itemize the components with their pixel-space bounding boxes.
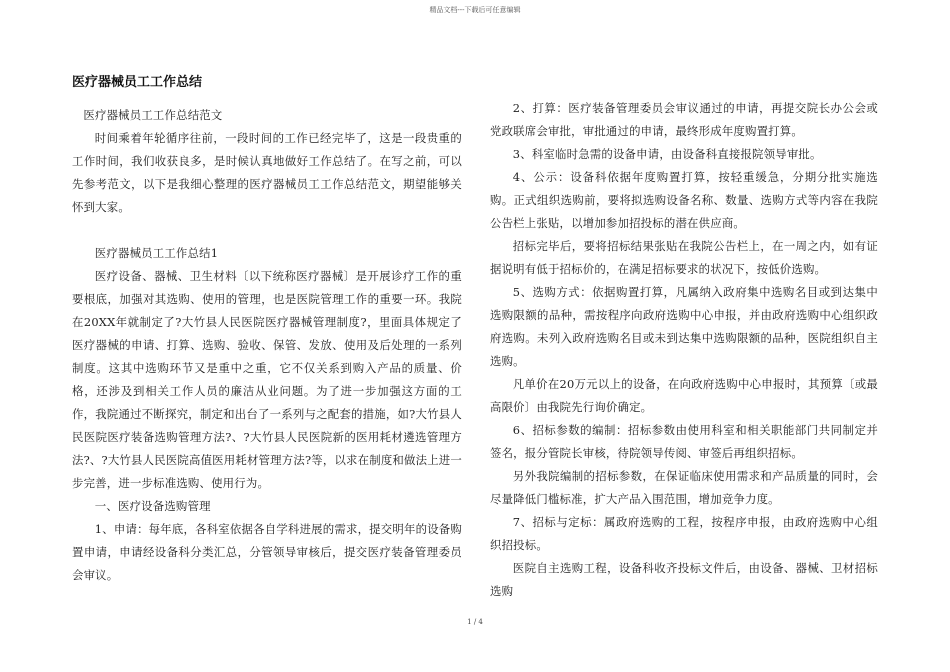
section-heading-equipment: 一、医疗设备选购管理 <box>94 499 211 513</box>
left-column <box>72 73 462 587</box>
body-paragraph: 1、申请：每年底，各科室依据各自学科进展的需求，提交明年的设备购置申请，申请经设备科分类汇总，分管领导审核后，提交医疗装备管理委员会审议。 <box>72 522 462 582</box>
body-paragraph: 4、公示：设备科依据年度购置打算，按轻重缓急，分期分批实施选购。正式组织选购前，要将拟选购设备名称、数量、选购方式等内容在我院公告栏上张贴，以增加参加招投标的潜在供应商。 <box>490 170 878 230</box>
body-paragraph: 凡单价在20万元以上的设备，在向政府选购中心申报时，其预算〔或最高限价〕由我院先行询价确定。 <box>490 377 878 414</box>
section-heading-summary-1: 医疗器械员工工作总结1 <box>94 246 219 260</box>
body-paragraph: 医疗设备、器械、卫生材料〔以下统称医疗器械〕是开展诊疗工作的重要根底，加强对其选购、使用的管理，也是医院管理工作的重要一环。我院在20XX年就制定了?大竹县人民医院医疗器械管理制度?，里面具体规定了医疗器械的申请、打算、选购、验收、保管、发放、使用及后处理的一系列制度。这其中选购环节又是重中之重，它不仅关系到购入产品的质量、价格，还涉及到相关工作人员的廉洁从业问题。为了进一步加强这方面的工作，我院通过不断探究，制定和出台了一系列与之配套的措施，如?大竹县人民医院医疗装备选购管理方法?、?大竹县人民医院新的医用耗材遴选管理方法?、?大竹县人民医院高值医用耗材管理方法?等，以求在制度和做法上进一步完善，进一步标准选购、使用行为。 <box>72 269 462 490</box>
right-column <box>490 97 878 603</box>
body-paragraph: 6、招标参数的编制：招标参数由使用科室和相关职能部门共同制定并签名，报分管院长审核，待院领导传阅、审签后再组织招标。 <box>490 423 878 460</box>
body-paragraph: 5、选购方式：依据购置打算，凡属纳入政府集中选购名目或到达集中选购限额的品种，需按程序向政府选购中心申报，并由政府选购中心组织政府选购。未列入政府选购名目或未到达集中选购限额的品种，医院组织自主选购。 <box>490 285 878 368</box>
body-paragraph: 7、招标与定标：属政府选购的工程，按程序申报，由政府选购中心组织招投标。 <box>490 515 878 552</box>
body-paragraph: 医院自主选购工程，设备科收齐投标文件后，由设备、器械、卫材招标选购 <box>490 561 878 598</box>
body-paragraph: 另外我院编制的招标参数，在保证临床使用需求和产品质量的同时，会尽量降低门槛标准，扩大产品入围范围，增加竞争力度。 <box>490 469 878 506</box>
page-number: 1 / 4 <box>467 618 483 626</box>
body-paragraph: 3、科室临时急需的设备申请，由设备科直接报院领导审批。 <box>512 147 822 161</box>
document-title: 医疗器械员工工作总结 <box>72 75 203 90</box>
header-note: 精品文档---下载后可任意编辑 <box>429 6 521 14</box>
intro-paragraph: 时间乘着年轮循序往前，一段时间的工作已经完毕了，这是一段贵重的工作时间，我们收获良多，是时候认真地做好工作总结了。在写之前，可以先参考范文，以下是我细心整理的医疗器械员工工作总结范文，期望能够关怀到大家。 <box>72 131 462 214</box>
body-paragraph: 2、打算：医疗装备管理委员会审议通过的申请，再提交院长办公会或党政联席会审批，审批通过的申请，最终形成年度购置打算。 <box>490 101 878 138</box>
body-paragraph: 招标完毕后，要将招标结果张贴在我院公告栏上，在一周之内，如有证据说明有低于招标价的，在满足招标要求的状况下，按低价选购。 <box>490 239 878 276</box>
subtitle-paragraph: 医疗器械员工工作总结范文 <box>83 108 223 122</box>
